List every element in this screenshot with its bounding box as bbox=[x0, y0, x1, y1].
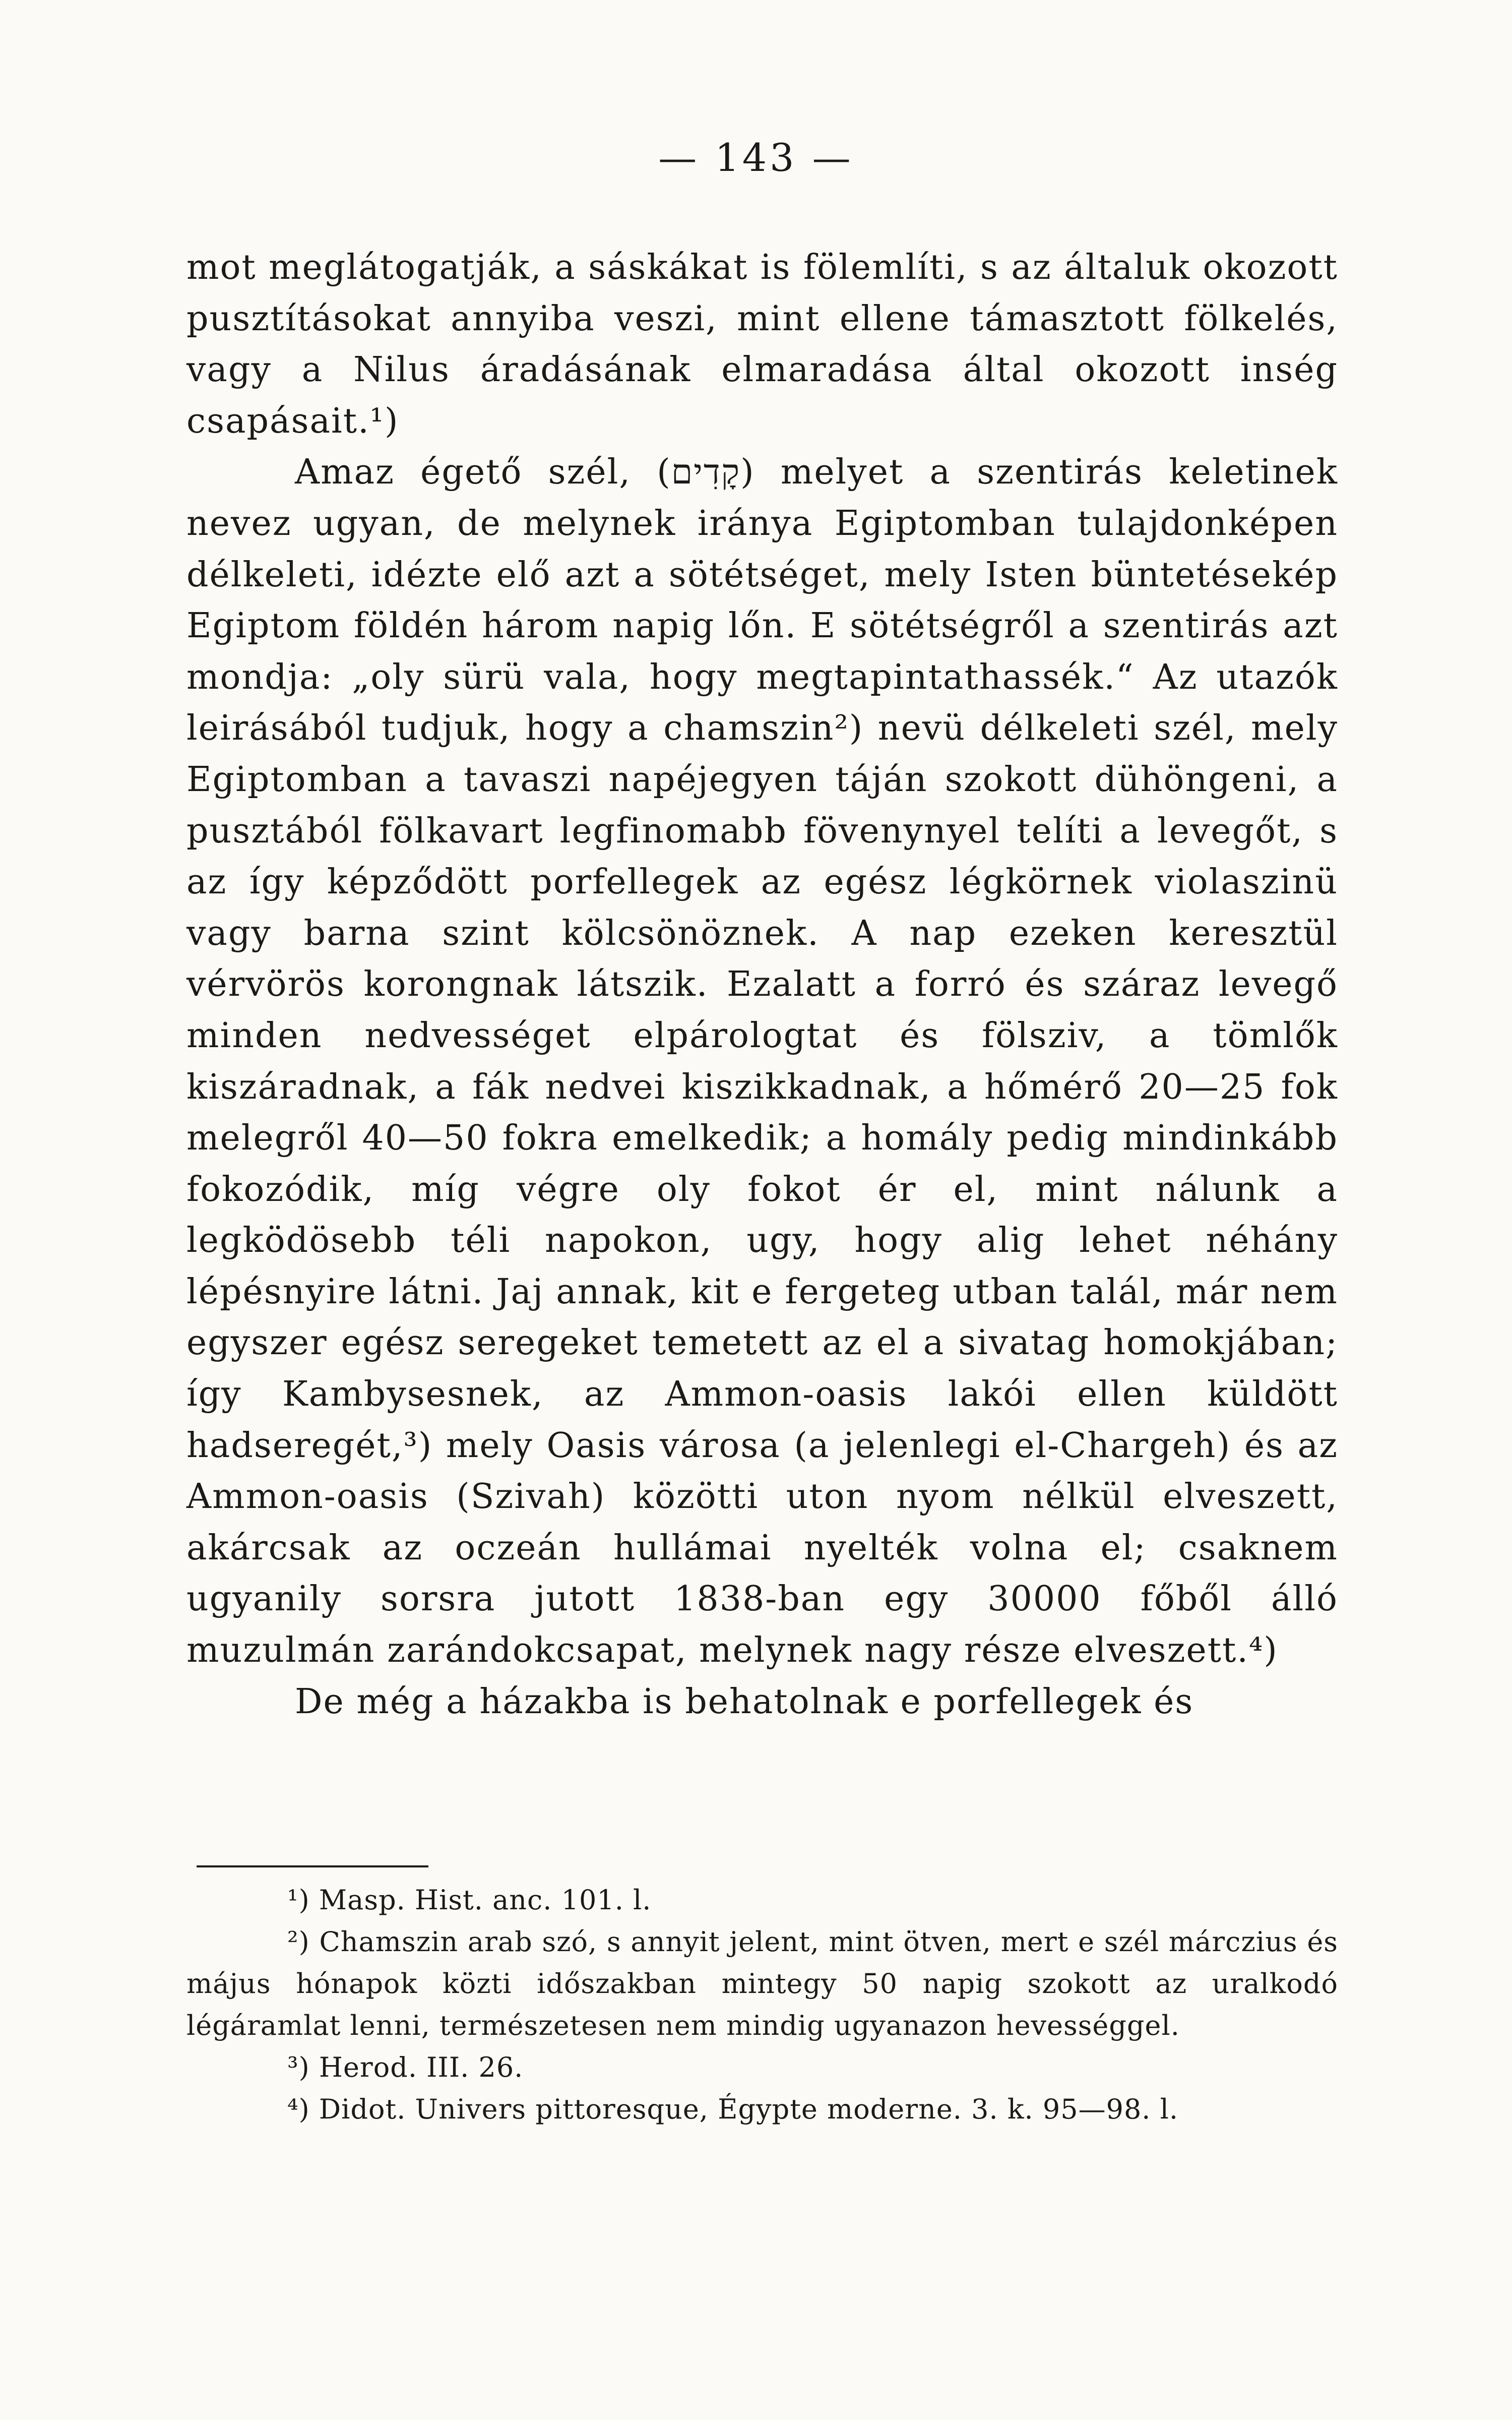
footnote-1: ¹) Masp. Hist. anc. 101. l. bbox=[287, 1884, 652, 1916]
footnote-divider bbox=[197, 1865, 428, 1867]
footnote-4: ⁴) Didot. Univers pittoresque, Égypte moderne. 3. k. 95—98. l. bbox=[287, 2093, 1179, 2125]
footnote-2: ²) Chamszin arab szó, s annyit jelent, mint ötven, mert e szél márczius és május hónapok közti időszakban mintegy 50 napig szokott az uralkodó légáramlat lenni, természetesen nem mindig ugyanazon hevességgel. bbox=[186, 1926, 1338, 2041]
footnote-3: ³) Herod. III. 26. bbox=[287, 2051, 524, 2083]
paragraph-2: Amaz égető szél, (קָדִים) melyet a szentirás keletinek nevez ugyan, de melynek iránya Egiptomban tulajdonképen délkeleti, idézte elő azt a sötétséget, mely Isten büntetésekép Egiptom földén három napig lőn. E sötétségről a szentirás azt mondja: „oly sürü vala, hogy megtapintathassék.“ Az utazók leirásából tudjuk, hogy a chamszin²) nevü délkeleti szél, mely Egiptomban a tavaszi napéjegyen táján szokott dühöngeni, a pusztából fölkavart legfinomabb fövenynyel telíti a levegőt, s az így képződött porfellegek az egész légkörnek violaszinü vagy barna szint kölcsönöznek. A nap ezeken keresztül vérvörös korongnak látszik. Ezalatt a forró és száraz levegő minden nedvességet elpárologtat és fölsziv, a tömlők kiszáradnak, a fák nedvei kiszikkadnak, a hőmérő 20—25 fok melegről 40—50 fokra emelkedik; a homály pedig mindinkább fokozódik, míg végre oly fokot ér el, mint nálunk a legködösebb téli napokon, ugy, hogy alig lehet néhány lépésnyire látni. Jaj annak, kit e fergeteg utban talál, már nem egyszer egész seregeket temetett az el a sivatag homokjában; így Kambysesnek, az Ammon-oasis lakói ellen küldött hadseregét,³) mely Oasis városa (a jelenlegi el-Chargeh) és az Ammon-oasis (Szivah) közötti uton nyom nélkül elveszett, akárcsak az oczeán hullámai nyelték volna el; csaknem ugyanily sorsra jutott 1838-ban egy 30000 főből álló muzulmán zarándokcsapat, melynek nagy része elveszett.⁴) bbox=[186, 452, 1338, 1671]
footnotes bbox=[186, 1879, 1338, 2130]
paragraph-1: mot meglátogatják, a sáskákat is fölemlíti, s az általuk okozott pusztításokat annyiba veszi, mint ellene támasztott fölkelés, vagy a Nilus áradásának elmaradása által okozott inség csapásait.¹) bbox=[186, 248, 1338, 441]
main-text bbox=[186, 242, 1338, 1727]
paragraph-3: De még a házakba is behatolnak e porfellegek és bbox=[295, 1681, 1194, 1722]
page-number: — 143 — bbox=[658, 135, 854, 180]
